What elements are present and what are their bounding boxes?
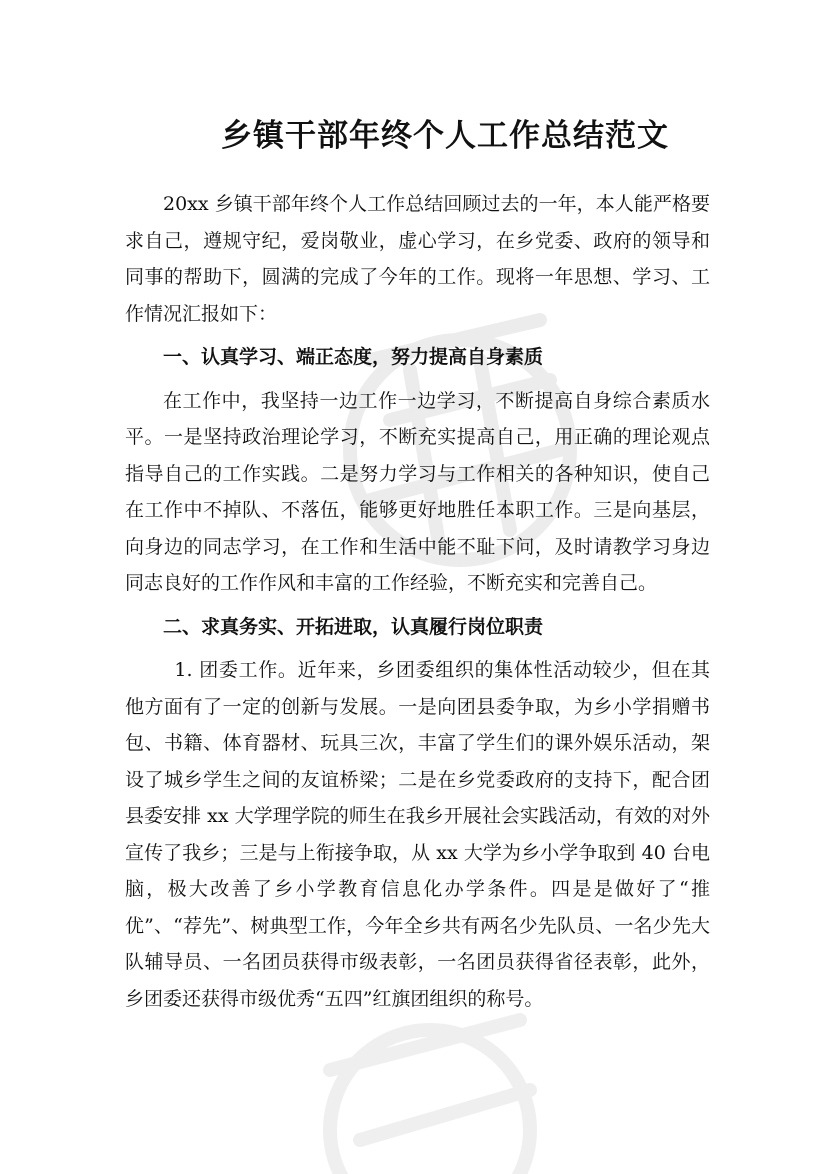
document-body (125, 186, 710, 1017)
section-1-paragraph: 在工作中，我坚持一边工作一边学习，不断提高自身综合素质水平。一是坚持政治理论学习，不断充实提高自己，用正确的理论观点指导自己的工作实践。二是努力学习与工作相关的各种知识，使自己在工作中不掉队、不落伍，能够更好地胜任本职工作。三是向基层，向身边的同志学习，在工作和生活中能不耻下问，及时请教学习身边同志良好的工作作风和丰富的工作经验，不断充实和完善自己。 (125, 389, 710, 594)
intro-paragraph: 20xx 乡镇干部年终个人工作总结回顾过去的一年，本人能严格要求自己，遵规守纪，爱岗敬业，虚心学习，在乡党委、政府的领导和同事的帮助下，圆满的完成了今年的工作。现将一年思想、学习、工作情况汇报如下： (125, 193, 710, 325)
section-heading-2: 二、求真务实、开拓进取，认真履行岗位职责 (163, 615, 544, 638)
page-title: 乡镇干部年终个人工作总结范文 (221, 118, 669, 154)
watermark-bottom-icon (300, 990, 560, 1174)
section-2-item-1: 1. 团委工作。近年来，乡团委组织的集体性活动较少，但在其他方面有了一定的创新与发展。一是向团县委争取，为乡小学捐赠书包、书籍、体育器材、玩具三次，丰富了学生们的课外娱乐活动，架设了城乡学生之间的友谊桥梁；二是在乡党委政府的支持下，配合团县委安排 xx 大学理学院的师生在我乡开展社会实践活动，有效的对外宣传了我乡；三是与上衔接争取，从 xx 大学为乡小学争取到 40 台电脑，极大改善了乡小学教育信息化办学条件。四是是做好了“推优”、“荐先”、树典型工作，今年全乡共有两名少先队员、一名少先大队辅导员、一名团员获得市级表彰，一名团员获得省径表彰，此外，乡团委还获得市级优秀“五四”红旗团组织的称号。 (125, 659, 710, 1010)
section-heading-1: 一、认真学习、端正态度，努力提高自身素质 (163, 346, 544, 368)
